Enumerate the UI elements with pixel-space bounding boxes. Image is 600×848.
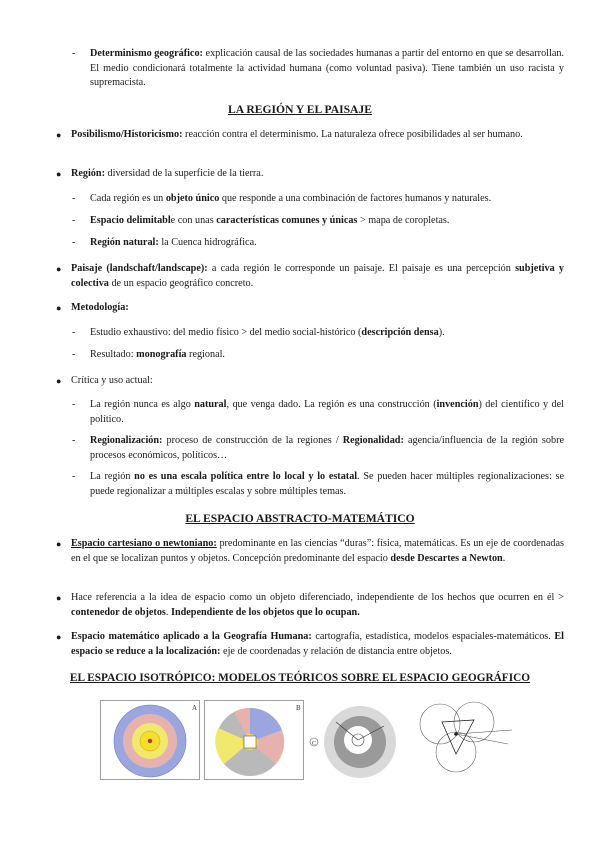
bold-text: objeto único bbox=[165, 193, 220, 204]
text: ). bbox=[438, 327, 445, 338]
bullet-dot-icon: ● bbox=[56, 264, 62, 274]
text: e con unas bbox=[170, 215, 217, 226]
term: Espacio matemático aplicado a la Geografía Humana: bbox=[71, 631, 312, 642]
dash-marker: - bbox=[72, 471, 76, 482]
intro-item bbox=[72, 47, 564, 91]
bullet-dot-icon: ● bbox=[56, 539, 62, 549]
bold-text: monografía bbox=[136, 349, 187, 360]
model-figures bbox=[100, 700, 520, 780]
term: Paisaje (landschaft/landscape): bbox=[71, 263, 208, 274]
term: Determinismo geográfico: bbox=[90, 48, 203, 59]
region-sub-item bbox=[72, 214, 564, 229]
bullet-dot-icon: ● bbox=[56, 169, 62, 179]
text: Hace referencia a la idea de espacio como un objeto diferenciado, independiente de los hechos que ocurren en él > bbox=[71, 592, 564, 603]
text: que responde a una combinación de factores humanos y naturales. bbox=[219, 193, 492, 204]
section-heading-region: LA REGIÓN Y EL PAISAJE bbox=[228, 103, 372, 116]
metodologia-sub-item bbox=[72, 326, 564, 341]
figure-concentric-rings bbox=[100, 700, 200, 780]
bullet-dot-icon: ● bbox=[56, 130, 62, 140]
bold-text: natural bbox=[194, 399, 227, 410]
text: agencia/influencia de la región sobre procesos económicos, políticos… bbox=[90, 435, 564, 461]
bold-text: Espacio delimitabl bbox=[90, 215, 171, 226]
bold-text: Región natural: bbox=[90, 237, 159, 248]
bold-text: Independiente de los objetos que lo ocupan. bbox=[170, 606, 360, 618]
term: Región: bbox=[71, 168, 105, 179]
figure-gray-rings bbox=[308, 700, 408, 780]
section-heading-isotropic: EL ESPACIO ISOTRÓPICO: MODELOS TEÓRICOS SOBRE EL ESPACIO GEOGRÁFICO bbox=[69, 672, 531, 684]
text: proceso de construcción de la regiones / bbox=[162, 435, 343, 446]
text: La región nunca es algo bbox=[90, 399, 195, 410]
text: de un espacio geográfico concreto. bbox=[108, 277, 254, 289]
bold-text: subjetiva y colectiva bbox=[71, 263, 564, 289]
text: . bbox=[165, 606, 171, 618]
dash-marker: - bbox=[72, 435, 76, 446]
text: regional. bbox=[186, 349, 225, 360]
term: Espacio cartesiano o newtoniano: bbox=[71, 538, 217, 549]
critica-sub-item bbox=[72, 434, 564, 463]
text: , que venga dado. La región es una construcción ( bbox=[226, 399, 437, 410]
text: eje de coordenadas y relación de distancia entre objetos. bbox=[220, 645, 452, 657]
section-heading-abstract: EL ESPACIO ABSTRACTO-MATEMÁTICO bbox=[185, 512, 415, 525]
dash-marker: - bbox=[72, 399, 76, 410]
dash-marker: - bbox=[72, 237, 76, 248]
bullet-cartesiano bbox=[56, 537, 564, 566]
text: > mapa de coropletas. bbox=[357, 215, 450, 226]
term: Metodología: bbox=[71, 302, 129, 313]
text: cartografía, estadística, modelos espaciales-matemáticos. bbox=[311, 631, 555, 642]
bullet-metodologia bbox=[56, 301, 564, 316]
figure-sector-model bbox=[204, 700, 304, 780]
dash-marker: - bbox=[72, 215, 76, 226]
text: la Cuenca hidrográfica. bbox=[158, 237, 257, 248]
dash-marker: - bbox=[72, 48, 76, 59]
bullet-critica bbox=[56, 374, 564, 389]
dash-marker: - bbox=[72, 327, 76, 338]
bold-text: contenedor de objetos bbox=[71, 606, 166, 618]
bullet-posibilismo bbox=[56, 128, 564, 143]
text: diversidad de la superficie de la tierra. bbox=[104, 168, 264, 179]
bold-text: invención bbox=[436, 399, 479, 410]
dash-marker: - bbox=[72, 193, 76, 204]
bullet-contenedor bbox=[56, 591, 564, 620]
metodologia-sub-item bbox=[72, 348, 564, 363]
bullet-region bbox=[56, 167, 564, 182]
figure-label-b: B bbox=[296, 704, 301, 712]
bold-text: características comunes y únicas bbox=[216, 215, 358, 226]
bold-text: El espacio se reduce a la localización: bbox=[71, 631, 564, 657]
region-sub-item bbox=[72, 236, 564, 251]
text: ) del científico y del político. bbox=[90, 399, 564, 425]
bullet-matematico bbox=[56, 630, 564, 659]
bold-text: desde Descartes a Newton bbox=[390, 552, 503, 564]
critica-sub-item bbox=[72, 470, 565, 499]
text: La región bbox=[90, 471, 135, 482]
bullet-dot-icon: ● bbox=[56, 632, 62, 642]
bold-text: Regionalización: bbox=[90, 435, 163, 446]
text: Resultado: bbox=[90, 349, 137, 360]
critica-sub-item bbox=[72, 398, 564, 427]
region-sub-item bbox=[72, 192, 564, 207]
bullet-dot-icon: ● bbox=[56, 376, 62, 386]
text: explicación causal de las sociedades humanas a partir del entorno en que se desarrollan. El medio condicionará totalmente la actividad humana (como voluntad pasiva). Tiene también un uso racista y supremacista. bbox=[90, 48, 564, 89]
bullet-paisaje bbox=[56, 262, 564, 291]
text: Estudio exhaustivo: del medio físico > del medio social-histórico ( bbox=[90, 327, 362, 338]
figure-label-c: C bbox=[311, 741, 317, 747]
text: Crítica y uso actual: bbox=[71, 375, 153, 386]
figure-label-a: A bbox=[192, 704, 198, 712]
term: Posibilismo/Historicismo: bbox=[71, 129, 183, 140]
bold-text: no es una escala política entre lo local y lo estatal bbox=[134, 471, 358, 482]
text: . bbox=[502, 552, 506, 564]
text: predominante en las ciencias “duras”: física, matemáticas. Es un eje de coordenadas en el que se localizan puntos y objetos. Concepción predominante del espacio bbox=[71, 538, 564, 564]
text: Cada región es un bbox=[90, 193, 166, 204]
text: reacción contra el determinismo. La naturaleza ofrece posibilidades al ser humano. bbox=[182, 129, 523, 140]
text: a cada región le corresponde un paisaje. El paisaje es una percepción bbox=[207, 263, 516, 274]
bold-text: Regionalidad: bbox=[342, 435, 404, 446]
figure-location-triangle bbox=[412, 700, 520, 780]
bold-text: descripción densa bbox=[361, 327, 439, 338]
dash-marker: - bbox=[72, 349, 76, 360]
bullet-dot-icon: ● bbox=[56, 303, 62, 313]
bullet-dot-icon: ● bbox=[56, 593, 62, 603]
text: . Se pueden hacer múltiples regionalizaciones: se puede regionalizar a múltiples escalas y sobre múltiples temas. bbox=[90, 471, 565, 497]
